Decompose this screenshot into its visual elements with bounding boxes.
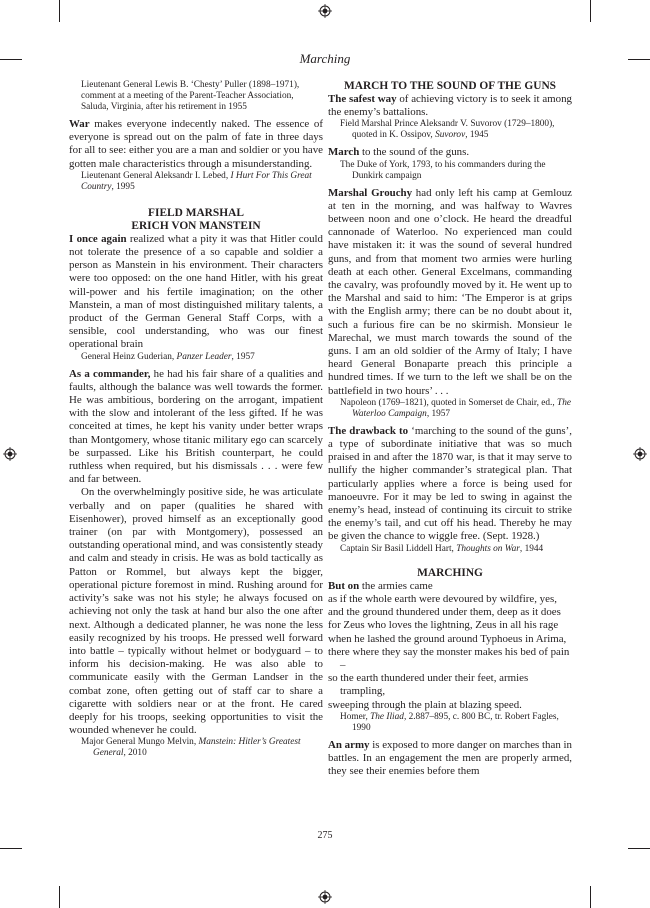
attribution-text: Napoleon (1769–1821), quoted in Somerset de Chair, ed., bbox=[340, 397, 558, 408]
poem-line: for Zeus who loves the lightning, Zeus in all his rage bbox=[328, 619, 559, 632]
attribution-text: , 1945 bbox=[465, 130, 489, 141]
hart-attribution bbox=[328, 544, 572, 555]
section-heading: MARCHING bbox=[417, 566, 483, 579]
attribution-text: , 2.887–895, c. 800 BC, tr. Robert Fagles, 1990 bbox=[352, 711, 559, 733]
york-quote-text: to the sound of the guns. bbox=[359, 146, 470, 159]
hart-quote-lead: The drawback to bbox=[328, 424, 409, 437]
attribution-text: , 1957 bbox=[231, 351, 255, 362]
iliad-lead: But on bbox=[328, 579, 360, 592]
attribution-text: Captain Sir Basil Liddell Hart, bbox=[340, 543, 457, 554]
melvin-quote-continued: On the overwhelmingly positive side, he was articulate verbally and on paper (qualities he shared with Eisenhower), proved himself as an exceptionally good trainer (on par with Montgomery), possessed an outstanding operational mind, and was consistently steady and calm and steady in crisis. He was as bold tactically as Patton or Rommel, but always kept the bigger, operational picture foremost in mind. Rushing around for activity’s sake was not his style; he always focused on achieving not only the task at hand bur also the one after next. Although a dedicated planner, he was none the less easily recognized by his troops. He pressed well forward into battle – typically without helmet or bodyguard – to inform his decision-making. He was also able to communicate easily with the German Landser in the combat zone, often getting out of staff car to share a cigarette with soldiers near or at the front. He cared deeply for his troops, seeking opportunities to visit the wounded whenever he could. bbox=[69, 486, 323, 737]
crop-mark bbox=[0, 848, 22, 849]
attribution-title: Thoughts on War bbox=[456, 543, 520, 554]
attribution-title: Manstein: Hitler’s Greatest General bbox=[93, 737, 301, 759]
registration-mark-icon bbox=[318, 890, 332, 904]
suvorov-quote bbox=[328, 93, 572, 119]
lebed-attribution bbox=[69, 171, 323, 193]
poem-line: as if the whole earth were devoured by wildfire, yes, bbox=[328, 592, 557, 605]
attribution-text: Lieutenant General Aleksandr I. Lebed, bbox=[81, 170, 231, 181]
poem-line: when he lashed the ground around Typhoeus in Arima, bbox=[328, 632, 567, 645]
suvorov-quote-lead: The safest way bbox=[328, 93, 397, 105]
melvin-quote-lead: As a commander, bbox=[69, 367, 151, 380]
suvorov-attribution bbox=[328, 119, 572, 141]
york-attribution: The Duke of York, 1793, to his commanders during the Dunkirk campaign bbox=[340, 159, 546, 181]
poem-line bbox=[328, 580, 572, 593]
iliad-poem bbox=[328, 580, 572, 712]
right-column bbox=[328, 80, 572, 778]
guderian-quote-lead: I once again bbox=[69, 232, 127, 245]
crop-mark bbox=[628, 848, 650, 849]
attribution-text: , 1957 bbox=[426, 408, 451, 419]
crop-mark bbox=[59, 886, 60, 908]
attribution-text: , 1944 bbox=[519, 543, 544, 554]
section-heading: ERICH VON MANSTEIN bbox=[131, 219, 261, 232]
section-heading: FIELD MARSHAL bbox=[148, 206, 244, 219]
lebed-quote bbox=[69, 118, 323, 171]
registration-mark-icon bbox=[633, 447, 647, 461]
attribution-text: , 1995 bbox=[111, 181, 135, 192]
attribution-title: I Hurt For This Great Country bbox=[81, 170, 312, 192]
section-heading: MARCH TO THE SOUND OF THE GUNS bbox=[343, 80, 557, 92]
army-quote bbox=[328, 739, 572, 779]
attribution-text: Major General Mungo Melvin, bbox=[81, 737, 199, 748]
grouchy-quote-lead: Marshal Grouchy bbox=[328, 186, 413, 199]
melvin-quote-text: he had his fair share of a qualities and faults, although the balance was well towards the former. He was ambitious, bordering on the arrogant, impatient with the slow and intolerant of the less gifted. If he was conceited at times, he kept his vanity under better wraps than Montgomery, whose titanic military ego can scarcely be surpassed. Like his British counterpart, he could ruthless when required, but his dismissals . . . were few and far between. bbox=[69, 367, 323, 486]
york-quote-lead: March bbox=[328, 146, 360, 159]
poem-line-text: the armies came bbox=[359, 579, 433, 592]
hart-quote bbox=[328, 425, 572, 544]
poem-line: so the earth thundered under their feet, armies trampling, bbox=[328, 672, 529, 698]
attribution-title: The Iliad bbox=[370, 711, 404, 722]
grouchy-quote bbox=[328, 187, 572, 398]
page-number: 275 bbox=[317, 830, 333, 841]
poem-line: sweeping through the plain at blazing speed. bbox=[328, 698, 522, 711]
left-column bbox=[69, 80, 323, 759]
lebed-quote-lead: War bbox=[69, 118, 90, 130]
attribution-title: Suvorov bbox=[435, 130, 466, 141]
guderian-quote bbox=[69, 233, 323, 352]
york-quote bbox=[328, 146, 572, 159]
lebed-quote-text: makes everyone indecently naked. The essence of everyone is spread out on the palm of fate in three days for all to see: either you are a man and soldier or you have gotten male characteristics through a misunderstanding. bbox=[69, 118, 323, 170]
melvin-attribution bbox=[69, 737, 323, 759]
hart-quote-text: ‘marching to the sound of the guns’, a type of subordinate initiative that was so much praised in and after the 1870 war, is that it may serve to nullify the higher commander’s strategical plan. That particularly applies where a force is being used for manoeuvre. For it may be led to swing in against the enemy’s head, instead of continuing its circuit to strike the enemy’s tail, and cut off his head. Thereby he may be given the chance to wiggle free. (Sept. 1928.) bbox=[328, 424, 572, 543]
running-head: Marching bbox=[299, 51, 351, 66]
attribution-text: General Heinz Guderian, bbox=[81, 351, 177, 362]
iliad-attribution bbox=[328, 712, 572, 734]
crop-mark bbox=[59, 0, 60, 22]
guderian-attribution bbox=[69, 352, 323, 363]
crop-mark bbox=[590, 0, 591, 22]
attribution-title: The Waterloo Campaign bbox=[352, 397, 571, 419]
attribution-title: Panzer Leader bbox=[176, 351, 232, 362]
crop-mark bbox=[590, 886, 591, 908]
melvin-quote bbox=[69, 368, 323, 487]
army-quote-lead: An army bbox=[328, 738, 370, 751]
registration-mark-icon bbox=[318, 4, 332, 18]
attribution-text: Field Marshal Prince Aleksandr V. Suvorov (1729–1800), quoted in K. Ossipov, bbox=[340, 119, 555, 141]
grouchy-quote-text: had only left his camp at Gemlouz at ten in the morning, and was halfway to Wavres between noon and one o’clock. He heard the dreadful cannonade of Waterloo. No experienced man could have mistaken it: it was the sound of several hundred guns, and from that moment two armies were hurling death at each other. General Excelmans, commanding the cavalry, was profoundly moved by it. He went up to the Marshal and said to him: ‘The Emperor is at grips with the English army; there can be no doubt about it, such a furious fire can be no skirmish. Monsieur le Marechal, we must march towards the sound of the guns. I am an old soldier of the Army of Italy; I have heard General Bonaparte preach this principle a hundred times. If we turn to the left we shall be on the battlefield in two hours’ . . . bbox=[328, 186, 572, 397]
napoleon-attribution bbox=[328, 398, 572, 420]
suvorov-quote-text: of achieving victory is to seek it among the enemy’s battalions. bbox=[328, 93, 572, 119]
poem-line: and the ground thundered under them, deep as it does bbox=[328, 606, 561, 619]
guderian-quote-text: realized what a pity it was that Hitler could not tolerate the presence of a so capable and soldier a person as Manstein in his environment. Their characters were too opposed: on the one hand Hitler, with his great will-power and his fertile imagination; on the other Manstein, a man of most distinguished military talents, a product of the German General Staff Corps, with a sensible, cool understanding, who was our finest operational brain bbox=[69, 232, 323, 351]
attribution-text: , 2010 bbox=[123, 748, 147, 759]
registration-mark-icon bbox=[3, 447, 17, 461]
army-quote-text: is exposed to more danger on marches than in battles. In an engagement the men are properly armed, they see their enemies before them bbox=[328, 738, 572, 778]
attribution-text: Homer, bbox=[340, 711, 371, 722]
puller-attribution: Lieutenant General Lewis B. ‘Chesty’ Puller (1898–1971), comment at a meeting of the Parent-Teacher Association, Saluda, Virginia, after his retirement in 1955 bbox=[81, 80, 300, 112]
poem-line: there where they say the monster makes his bed of pain – bbox=[328, 645, 570, 671]
